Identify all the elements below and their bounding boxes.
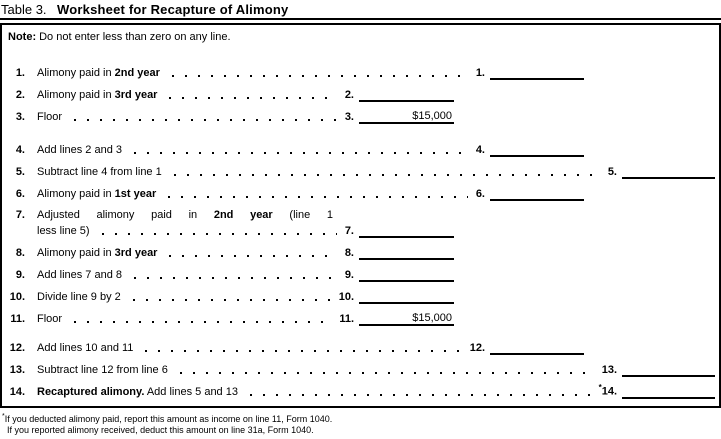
worksheet-row-11 [2, 311, 719, 326]
footnote-line-1: *If you deducted alimony paid, report this amount as income on line 11, Form 1040. [2, 413, 333, 424]
worksheet-row-2 [2, 87, 719, 102]
table-title [0, 0, 721, 17]
worksheet-row-14 [2, 384, 719, 399]
entry-number: 1. [475, 67, 485, 79]
entry-blank-line-14[interactable] [622, 384, 715, 399]
line-number: 9. [15, 269, 25, 281]
entry-blank-line-12[interactable] [490, 340, 584, 355]
line-number: 1. [15, 67, 25, 79]
line-number: 2. [15, 89, 25, 101]
dot-leader [180, 372, 594, 374]
page-title: Worksheet for Recapture of Alimony [57, 2, 289, 17]
line-label: Alimony paid in 3rd year [37, 247, 158, 259]
line-label-continued: less line 5) [37, 225, 90, 237]
entry-number: 5. [607, 166, 617, 178]
line-label: Recaptured alimony. Add lines 5 and 13 [37, 386, 238, 398]
line-number: 13. [9, 364, 25, 376]
worksheet-row-3 [2, 109, 719, 124]
line-label: Add lines 10 and 11 [37, 342, 134, 354]
table-number: Table 3. [1, 2, 47, 17]
line-label: Alimony paid in 2nd year [37, 67, 160, 79]
dot-leader [102, 233, 337, 235]
line-label: Adjusted alimony paid in 2nd year (line 1 [37, 209, 333, 221]
footnote [2, 411, 721, 436]
entry-number: 8. [344, 247, 354, 259]
entry-number: 6. [475, 188, 485, 200]
worksheet-row-10 [2, 289, 719, 304]
entry-number: 3. [344, 111, 354, 123]
entry-blank-line-5[interactable] [622, 164, 715, 179]
entry-value: $15,000 [412, 312, 452, 324]
entry-number: 9. [344, 269, 354, 281]
footnote-line-2: If you reported alimony received, deduct this amount on line 31a, Form 1040. [7, 425, 314, 435]
worksheet-row-4 [2, 142, 719, 157]
dot-leader [168, 196, 468, 198]
entry-blank-line-4[interactable] [490, 142, 584, 157]
dot-leader [145, 350, 461, 352]
worksheet-row-12 [2, 340, 719, 355]
line-number: 11. [10, 313, 25, 325]
line-label: Subtract line 12 from line 6 [37, 364, 168, 376]
line-number: 5. [15, 166, 25, 178]
entry-value: $15,000 [412, 110, 452, 122]
dot-leader [169, 97, 336, 99]
footnote-asterisk: * [2, 413, 5, 420]
dot-leader [250, 394, 591, 396]
title-rule [0, 18, 721, 20]
line-number: 4. [15, 144, 25, 156]
line-label: Subtract line 4 from line 1 [37, 166, 162, 178]
entry-number: 13. [601, 364, 617, 376]
entry-blank-line-10[interactable] [359, 289, 454, 304]
entry-number: 4. [475, 144, 485, 156]
entry-number: *14. [598, 383, 617, 398]
worksheet-rows [2, 65, 719, 399]
line-number: 8. [15, 247, 25, 259]
dot-leader [174, 174, 600, 176]
line-label: Floor [37, 111, 63, 123]
entry-blank-line-1[interactable] [490, 65, 584, 80]
dot-leader [134, 152, 468, 154]
line-label: Floor [37, 313, 63, 325]
entry-blank-line-11[interactable] [359, 311, 454, 326]
section-gap [2, 131, 719, 142]
entry-blank-line-7[interactable] [359, 223, 454, 238]
line-label: Alimony paid in 1st year [37, 188, 157, 200]
entry-blank-line-13[interactable] [622, 362, 715, 377]
note-text: Note: Do not enter less than zero on any line. [8, 31, 231, 43]
line-number: 6. [15, 188, 25, 200]
worksheet-row-8 [2, 245, 719, 260]
line-label: Add lines 2 and 3 [37, 144, 123, 156]
line-number: 10. [9, 291, 25, 303]
line-label: Alimony paid in 3rd year [37, 89, 158, 101]
line-label: Divide line 9 by 2 [37, 291, 121, 303]
entry-number: 12. [469, 342, 485, 354]
worksheet-row-13 [2, 362, 719, 377]
dot-leader [169, 255, 336, 257]
dot-leader [74, 119, 337, 121]
worksheet-row-6 [2, 186, 719, 201]
line-number: 7. [15, 209, 25, 221]
worksheet-row-5 [2, 164, 719, 179]
worksheet-row-9 [2, 267, 719, 282]
entry-blank-line-6[interactable] [490, 186, 584, 201]
entry-number: 10. [338, 291, 354, 303]
line-number: 14. [9, 386, 25, 398]
note-label: Note: [8, 31, 37, 43]
dot-leader [74, 321, 331, 323]
entry-number: 7. [344, 225, 354, 237]
dot-leader [133, 299, 331, 301]
worksheet-row-1 [2, 65, 719, 80]
line-number: 3. [15, 111, 25, 123]
entry-blank-line-2[interactable] [359, 87, 454, 102]
worksheet-box [0, 23, 721, 408]
section-gap [2, 333, 719, 340]
worksheet-row-7-line-1 [2, 208, 719, 222]
line-number: 12. [9, 342, 25, 354]
line-label: Add lines 7 and 8 [37, 269, 123, 281]
entry-number: 2. [344, 89, 354, 101]
entry-blank-line-9[interactable] [359, 267, 454, 282]
entry-number: 11. [339, 313, 354, 325]
entry-blank-line-3[interactable] [359, 109, 454, 124]
dot-leader [134, 277, 337, 279]
footnote-asterisk: * [598, 383, 602, 393]
dot-leader [172, 75, 468, 77]
worksheet-row-7-line-2 [2, 223, 719, 238]
entry-blank-line-8[interactable] [359, 245, 454, 260]
